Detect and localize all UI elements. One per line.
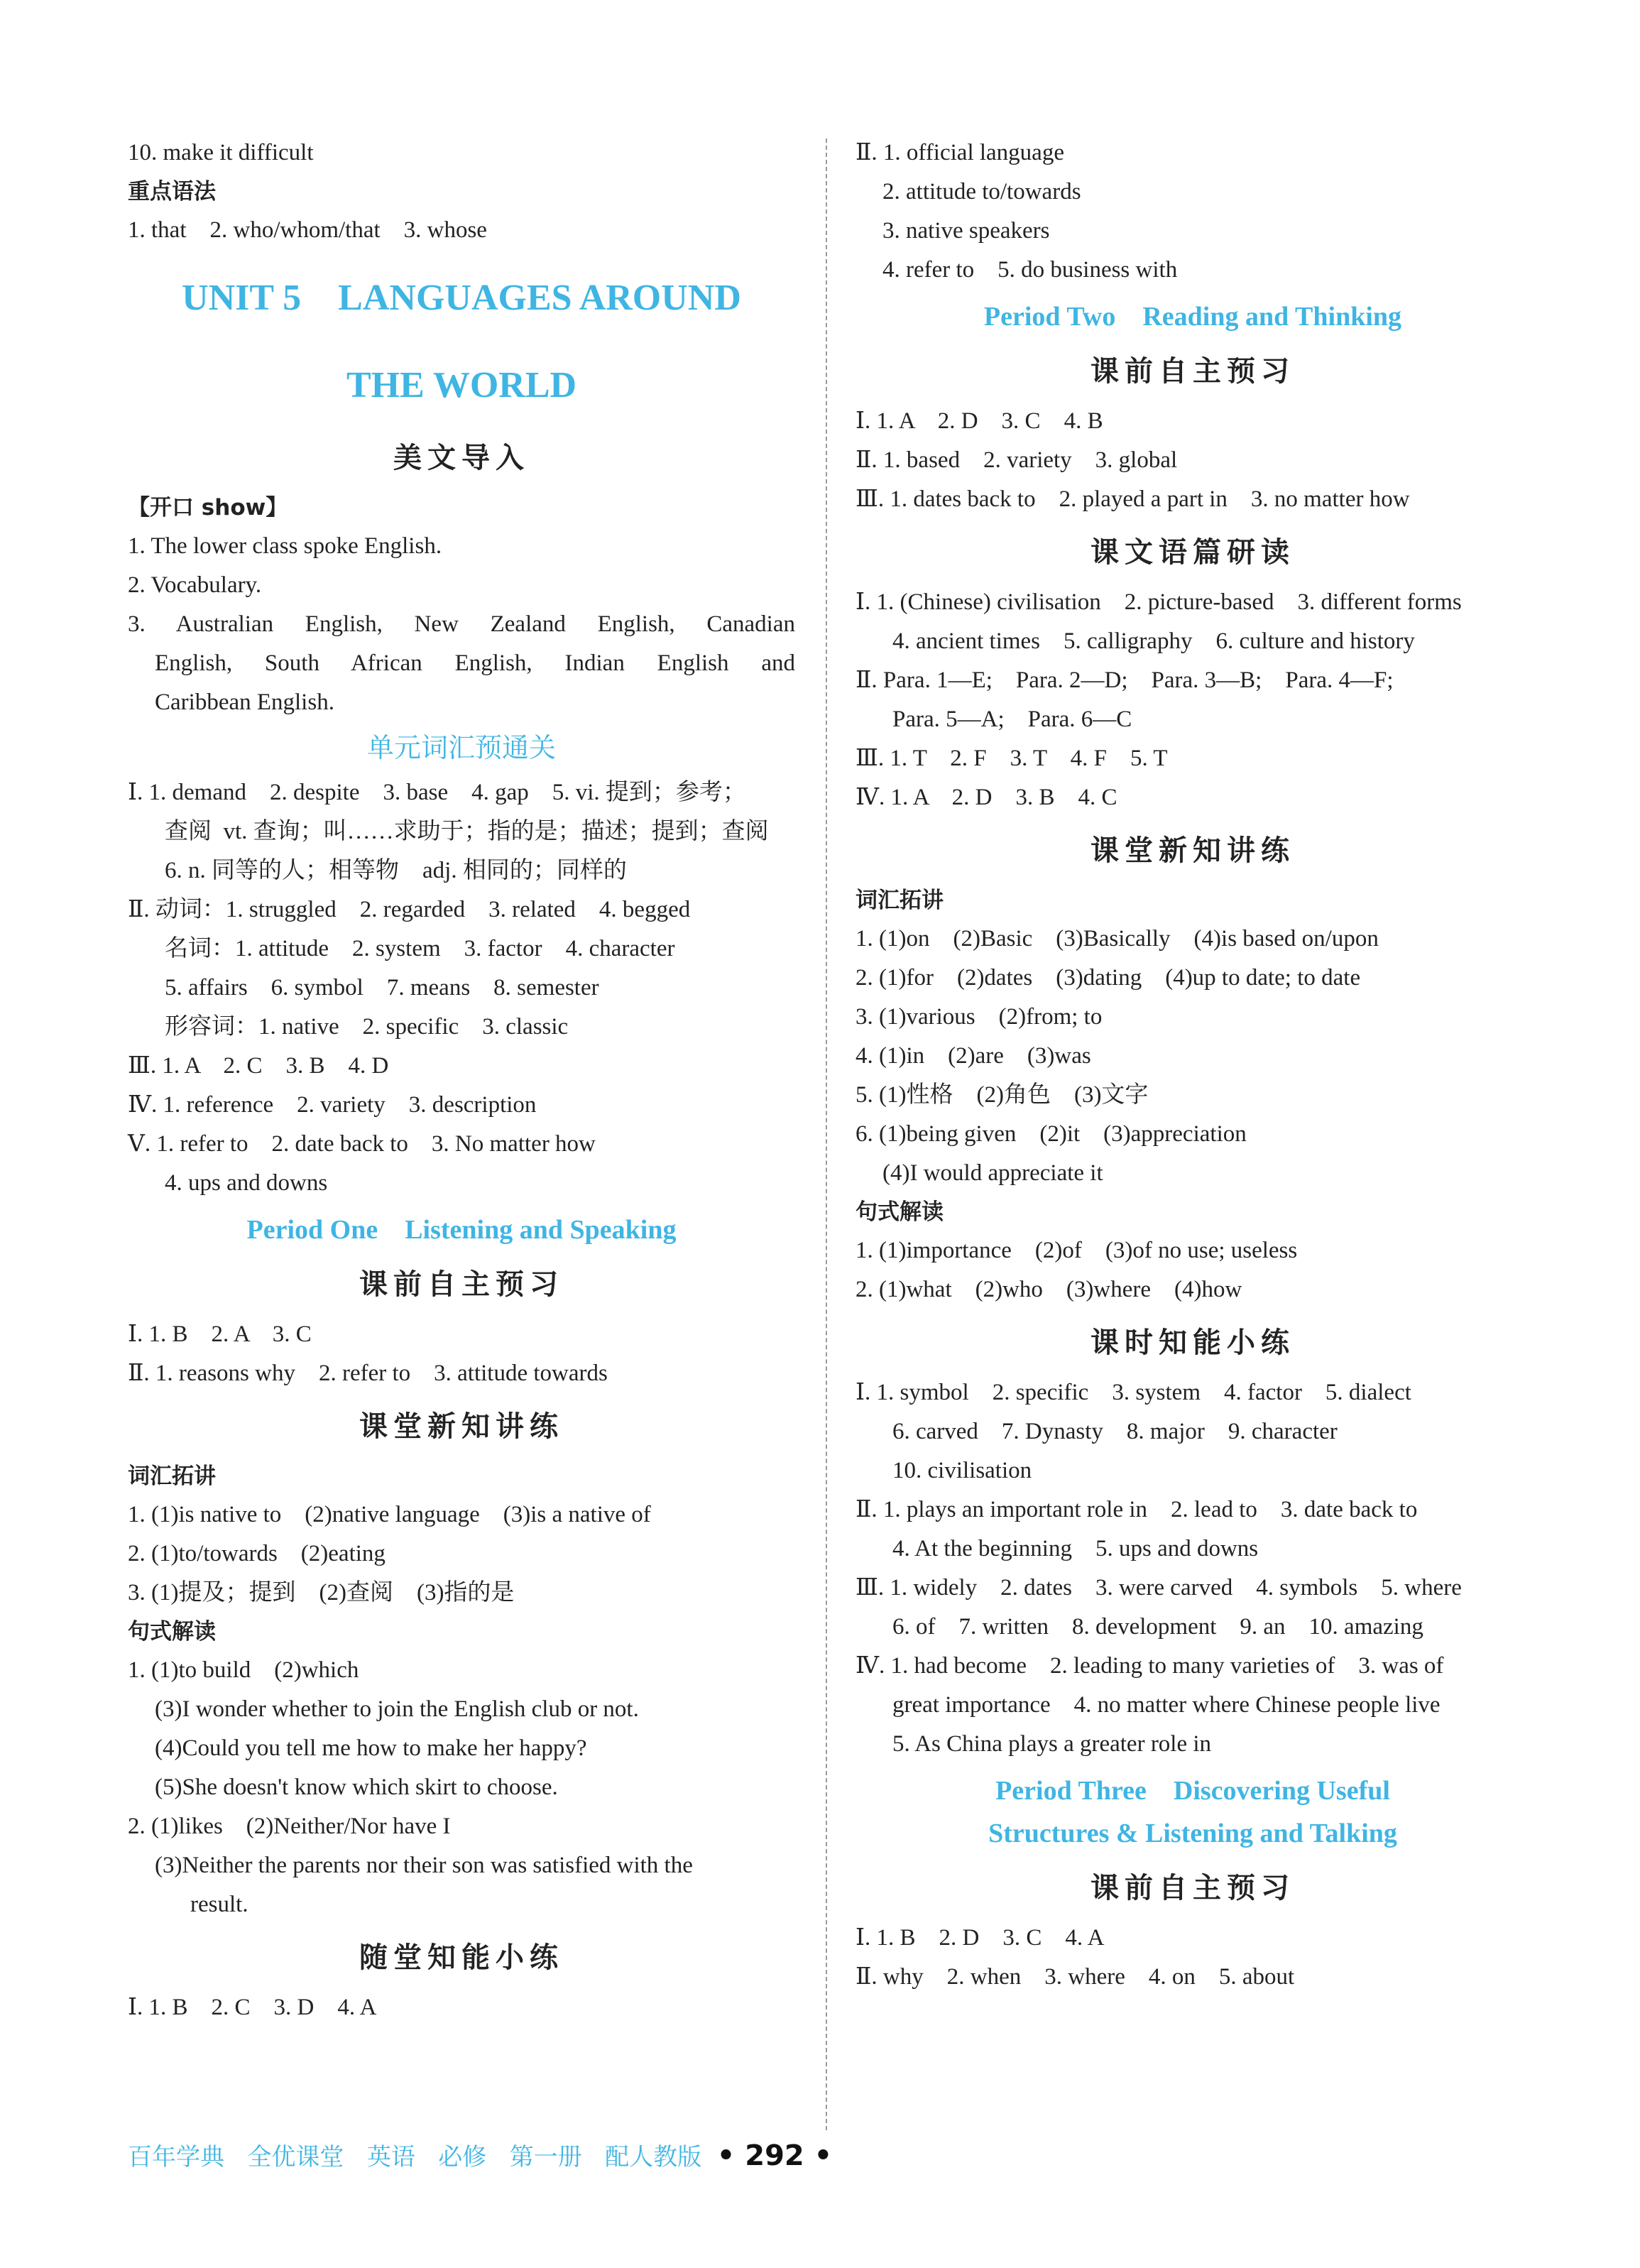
unit-title-line-2: THE WORLD (346, 365, 577, 405)
answer-line: 6. of 7. written 8. development 9. an 10. amazing (892, 1614, 1423, 1640)
answer-line: 3. Australian English, New Zealand English, Canadian (128, 611, 795, 637)
answer-line: 1. (1)importance (2)of (3)of no use; useless (855, 1238, 1298, 1263)
cihui-heading: 词汇拓讲 (855, 888, 944, 913)
answer-line: 5. As China plays a greater role in (892, 1731, 1212, 1757)
answer-line: (3)I wonder whether to join the English club or not. (155, 1696, 639, 1722)
section-heading-class: 课堂新知讲练 (359, 1410, 564, 1442)
answer-line: 4. refer to 5. do business with (882, 257, 1178, 283)
answer-line: 1. (1)on (2)Basic (3)Basically (4)is based on/upon (855, 926, 1379, 952)
answer-line: 5. (1)性格 (2)角色 (3)文字 (855, 1082, 1149, 1108)
answer-line: Ⅱ. 1. based 2. variety 3. global (855, 447, 1178, 473)
answer-line: English, South African English, Indian English and (155, 650, 795, 676)
answer-line: Ⅲ. 1. T 2. F 3. T 4. F 5. T (855, 746, 1168, 771)
answer-line: Ⅰ. 1. demand 2. despite 3. base 4. gap 5. vi. 提到；参考； (128, 780, 746, 805)
period-one-heading: Period One Listening and Speaking (246, 1215, 677, 1245)
answer-line: Ⅱ. 1. plays an important role in 2. lead to 3. date back to (855, 1497, 1418, 1522)
period-three-heading-line-1: Period Three Discovering Useful (995, 1776, 1390, 1806)
unit-title-line-1: UNIT 5 LANGUAGES AROUND (182, 278, 741, 318)
jushi-heading: 句式解读 (128, 1619, 216, 1645)
answer-line: 4. ups and downs (165, 1170, 328, 1196)
answer-line: 6. n. 同等的人；相等物 adj. 相同的；同样的 (165, 858, 627, 883)
answer-line: Ⅰ. 1. B 2. D 3. C 4. A (855, 1925, 1105, 1951)
book-series-label: 百年学典 全优课堂 英语 必修 第一册 配人教版 (128, 2143, 702, 2171)
answer-line: Ⅳ. 1. had become 2. leading to many varieties of 3. was of (855, 1653, 1444, 1679)
cihui-heading: 词汇拓讲 (128, 1463, 216, 1489)
answer-line: 3. native speakers (882, 218, 1050, 244)
period-three-heading-line-2: Structures & Listening and Talking (988, 1819, 1397, 1848)
jushi-heading: 句式解读 (855, 1199, 944, 1225)
answer-line: 3. (1)various (2)from; to (855, 1004, 1103, 1030)
answer-line: 2. (1)to/towards (2)eating (128, 1541, 386, 1566)
grammar-heading: 重点语法 (128, 179, 216, 205)
answer-line: Ⅲ. 1. widely 2. dates 3. were carved 4. symbols 5. where (855, 1575, 1462, 1601)
answer-line: 1. (1)is native to (2)native language (3)is a native of (128, 1502, 651, 1527)
right-column (855, 133, 1530, 1997)
section-heading-keshi: 课时知能小练 (1090, 1326, 1295, 1358)
column-divider (826, 138, 827, 2130)
answer-line: Ⅱ. Para. 1—E; Para. 2—D; Para. 3—B; Para. 4—F; (855, 667, 1394, 693)
answer-line: Ⅰ. 1. B 2. C 3. D 4. A (128, 1995, 377, 2020)
answer-line: Ⅱ. 1. reasons why 2. refer to 3. attitude towards (128, 1361, 608, 1386)
answer-line: Ⅳ. 1. A 2. D 3. B 4. C (855, 785, 1117, 810)
answer-line: great importance 4. no matter where Chinese people live (892, 1692, 1441, 1718)
answer-line: result. (190, 1892, 248, 1917)
page-footer (128, 2140, 832, 2173)
answer-line: 6. carved 7. Dynasty 8. major 9. character (892, 1419, 1338, 1444)
section-heading-preview: 课前自主预习 (1090, 355, 1295, 387)
answer-line: Ⅰ. 1. B 2. A 3. C (128, 1321, 312, 1347)
answer-line: Ⅳ. 1. reference 2. variety 3. description (128, 1092, 537, 1118)
answer-line: 1. (1)to build (2)which (128, 1657, 359, 1683)
answer-line: 1. that 2. who/whom/that 3. whose (128, 217, 487, 243)
section-heading-class: 课堂新知讲练 (1090, 834, 1295, 866)
answer-line: 4. (1)in (2)are (3)was (855, 1043, 1091, 1069)
section-heading-text-study: 课文语篇研读 (1090, 536, 1295, 568)
answer-line: 2. (1)for (2)dates (3)dating (4)up to date; to date (855, 965, 1361, 991)
answer-line: 10. civilisation (892, 1458, 1032, 1483)
vocab-heading: 单元词汇预通关 (366, 732, 556, 763)
answer-line: 查阅 vt. 查询；叫……求助于；指的是；描述；提到；查阅 (165, 819, 769, 844)
answer-line: Ⅱ. 动词：1. struggled 2. regarded 3. related 4. begged (128, 897, 691, 922)
answer-line: Ⅱ. why 2. when 3. where 4. on 5. about (855, 1964, 1295, 1990)
answer-line: 2. (1)what (2)who (3)where (4)how (855, 1277, 1242, 1302)
period-two-heading: Period Two Reading and Thinking (983, 302, 1402, 332)
section-heading-preview: 课前自主预习 (1090, 1872, 1295, 1904)
answer-line: (4)Could you tell me how to make her happy? (155, 1735, 587, 1761)
answer-line: 4. ancient times 5. calligraphy 6. culture and history (892, 628, 1415, 654)
answer-line: Ⅱ. 1. official language (855, 140, 1064, 165)
answer-line: 2. Vocabulary. (128, 572, 262, 598)
answer-line: 2. (1)likes (2)Neither/Nor have I (128, 1814, 451, 1839)
answer-line: 5. affairs 6. symbol 7. means 8. semester (165, 975, 599, 1001)
answer-line: 1. The lower class spoke English. (128, 533, 442, 559)
answer-line: 4. At the beginning 5. ups and downs (892, 1536, 1259, 1561)
answer-line: Para. 5—A; Para. 6—C (892, 707, 1132, 732)
answer-line: Ⅰ. 1. A 2. D 3. C 4. B (855, 408, 1103, 434)
answer-line: 3. (1)提及；提到 (2)查阅 (3)指的是 (128, 1580, 515, 1605)
answer-line: Caribbean English. (155, 689, 334, 715)
answer-line: Ⅲ. 1. A 2. C 3. B 4. D (128, 1053, 389, 1079)
answer-line: 10. make it difficult (128, 140, 314, 165)
answer-line: 名词：1. attitude 2. system 3. factor 4. character (165, 936, 675, 961)
section-heading-suitang: 随堂知能小练 (359, 1941, 564, 1973)
answer-line: Ⅴ. 1. refer to 2. date back to 3. No matter how (128, 1131, 596, 1157)
answer-line: 形容词：1. native 2. specific 3. classic (165, 1014, 569, 1040)
section-heading-preview: 课前自主预习 (359, 1268, 564, 1300)
answer-line: (5)She doesn't know which skirt to choose. (155, 1774, 558, 1800)
answer-line: 2. attitude to/towards (882, 179, 1081, 205)
answer-line: (3)Neither the parents nor their son was satisfied with the (155, 1853, 693, 1878)
answer-line: Ⅲ. 1. dates back to 2. played a part in 3. no matter how (855, 486, 1410, 512)
answer-line: Ⅰ. 1. symbol 2. specific 3. system 4. factor 5. dialect (855, 1380, 1411, 1405)
left-column (128, 133, 795, 2027)
answer-line: (4)I would appreciate it (882, 1160, 1103, 1186)
kaikou-heading: 【开口 show】 (128, 495, 288, 520)
page-number: • 292 • (716, 2139, 833, 2172)
answer-line: Ⅰ. 1. (Chinese) civilisation 2. picture-based 3. different forms (855, 589, 1462, 615)
section-heading-intro: 美文导入 (393, 442, 530, 474)
answer-line: 6. (1)being given (2)it (3)appreciation (855, 1121, 1247, 1147)
